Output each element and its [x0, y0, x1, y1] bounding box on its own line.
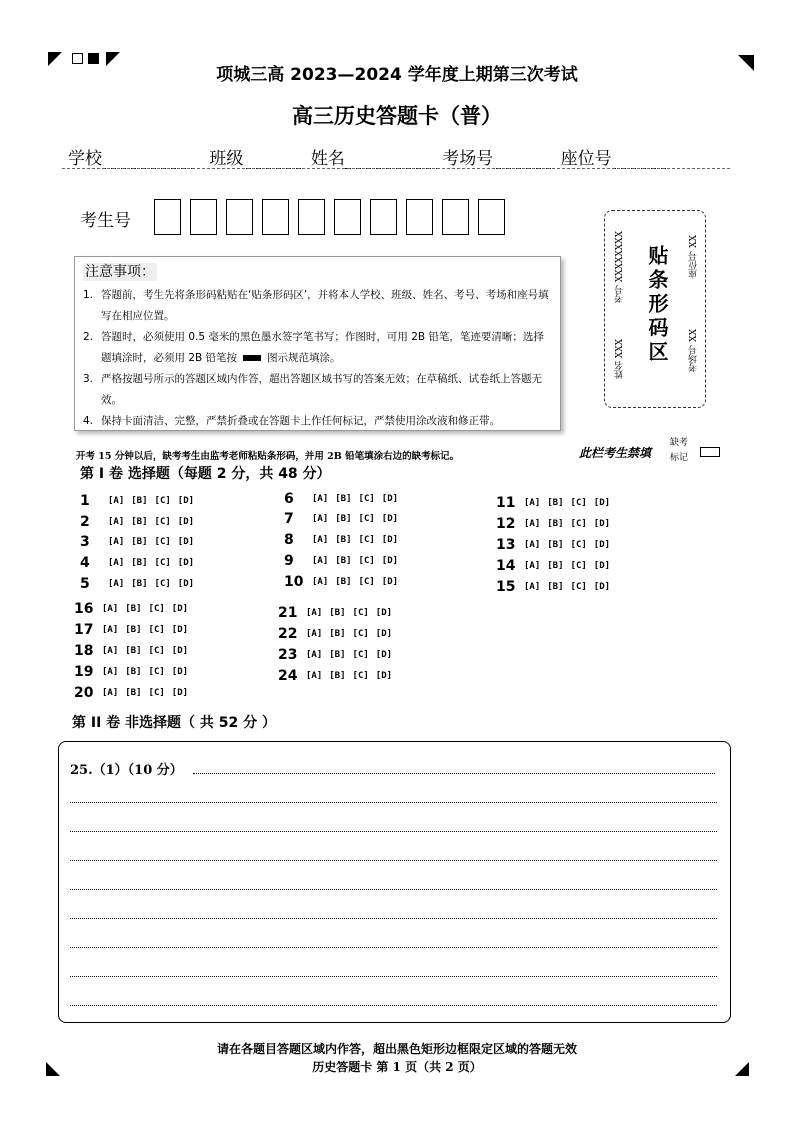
exam-number-box[interactable] [190, 199, 217, 235]
option-bubble[interactable]: [C] [352, 650, 369, 660]
option-bubble[interactable]: [A] [102, 646, 119, 656]
choice-question-row [278, 603, 399, 623]
option-bubble[interactable]: [B] [547, 498, 564, 508]
option-bubble[interactable]: [B] [329, 650, 346, 660]
option-bubble[interactable]: [B] [547, 540, 564, 550]
option-bubble[interactable]: [A] [306, 608, 323, 618]
exam-number-box[interactable] [298, 199, 325, 235]
option-bubble[interactable]: [A] [312, 556, 329, 566]
option-bubble[interactable]: [D] [375, 629, 393, 639]
option-bubble[interactable]: [C] [570, 582, 587, 592]
exam-number-box[interactable] [478, 199, 505, 235]
filled-bubble-icon [243, 355, 261, 361]
option-bubble[interactable]: [A] [312, 514, 329, 524]
option-bubble[interactable]: [A] [312, 535, 329, 545]
answer-line[interactable] [70, 860, 717, 861]
option-bubble[interactable]: [D] [593, 498, 611, 508]
answer-line[interactable] [70, 802, 717, 803]
option-bubble[interactable]: [D] [381, 514, 399, 524]
choice-question-row [496, 577, 617, 597]
footer-warning: 请在各题目答题区域内作答，超出黑色矩形边框限定区域的答题无效 [216, 1042, 577, 1056]
absence-instruction: 开考 15 分钟以后，缺考考生由监考老师粘贴条形码，并用 2B 铅笔填涂右边的缺考标记。 [76, 451, 460, 462]
question-number: 12 [496, 516, 516, 532]
option-bubble[interactable]: [B] [125, 688, 142, 698]
student-info-row [68, 144, 668, 169]
option-bubble[interactable]: [B] [547, 519, 564, 529]
school-field[interactable] [102, 151, 194, 169]
question-number: 11 [496, 495, 516, 511]
question-number: 20 [74, 685, 94, 701]
option-bubble[interactable]: [C] [358, 494, 375, 504]
barcode-area[interactable] [604, 210, 706, 408]
question-number: 18 [74, 643, 94, 659]
seat-label: 座位号 [560, 149, 612, 169]
option-bubble[interactable]: [D] [375, 650, 393, 660]
absent-mark-box[interactable] [700, 447, 720, 457]
divider [62, 168, 730, 169]
class-label: 班级 [209, 149, 244, 169]
answer-line[interactable] [70, 889, 717, 890]
choice-question-row [74, 641, 195, 661]
option-bubble[interactable]: [D] [593, 582, 611, 592]
option-bubble[interactable]: [A] [102, 604, 119, 614]
option-bubble[interactable]: [C] [352, 608, 369, 618]
answer-line[interactable] [70, 831, 717, 832]
exam-number-box[interactable] [370, 199, 397, 235]
option-bubble[interactable]: [D] [177, 537, 195, 547]
choice-question-row [496, 493, 617, 513]
notice-heading: 注意事项： [85, 264, 155, 280]
exam-number-box[interactable] [406, 199, 433, 235]
option-bubble[interactable]: [D] [177, 517, 195, 527]
exam-number-box[interactable] [334, 199, 361, 235]
option-bubble[interactable]: [C] [352, 629, 369, 639]
option-bubble[interactable]: [D] [381, 535, 399, 545]
option-bubble[interactable]: [B] [131, 579, 148, 589]
choice-question-row [496, 535, 617, 555]
option-bubble[interactable]: [B] [335, 535, 352, 545]
option-bubble[interactable]: [D] [177, 496, 195, 506]
room-field[interactable] [493, 151, 555, 169]
choice-question-row [80, 532, 201, 552]
barcode-seat: 座位号 XX [689, 235, 699, 278]
room-label: 考场号 [442, 149, 494, 169]
name-label: 姓名 [310, 149, 345, 169]
choice-question-row [278, 624, 399, 644]
question-number: 17 [74, 622, 94, 638]
option-bubble[interactable]: [C] [358, 514, 375, 524]
option-bubble[interactable]: [D] [177, 558, 195, 568]
option-bubble[interactable]: [B] [547, 582, 564, 592]
absent-label: 缺考标记 [670, 438, 689, 463]
option-bubble[interactable]: [B] [131, 496, 148, 506]
option-bubble[interactable]: [B] [547, 561, 564, 571]
option-bubble[interactable]: [B] [335, 577, 352, 587]
option-bubble[interactable]: [B] [125, 604, 142, 614]
choice-question-row [284, 551, 405, 571]
question-number: 23 [278, 647, 298, 663]
option-bubble[interactable]: [C] [148, 604, 165, 614]
option-bubble[interactable]: [B] [125, 667, 142, 677]
option-bubble[interactable]: [D] [171, 625, 189, 635]
exam-number-box[interactable] [154, 199, 181, 235]
seat-field[interactable] [612, 151, 668, 169]
class-field[interactable] [243, 151, 305, 169]
option-bubble[interactable]: [A] [524, 561, 541, 571]
choice-question-row [284, 509, 405, 529]
option-bubble[interactable]: [C] [358, 535, 375, 545]
choice-question-row [74, 662, 195, 682]
question-number: 21 [278, 605, 298, 621]
option-bubble[interactable]: [C] [148, 688, 165, 698]
option-bubble[interactable]: [D] [381, 494, 399, 504]
exam-number-box[interactable] [226, 199, 253, 235]
choice-question-row [278, 666, 399, 686]
option-bubble[interactable]: [C] [154, 517, 171, 527]
question-number: 6 [284, 491, 294, 507]
option-bubble[interactable]: [A] [108, 537, 125, 547]
option-bubble[interactable]: [C] [154, 579, 171, 589]
question-number: 19 [74, 664, 94, 680]
option-bubble[interactable]: [C] [358, 577, 375, 587]
notice-item: 2. 答题时，必须使用 0.5 毫米的黑色墨水签字笔书写；作图时，可用 2B 铅笔，笔迹要清晰；选择题填涂时，必须用 2B 铅笔按 图示规范填涂。 [83, 331, 544, 364]
option-bubble[interactable]: [B] [125, 625, 142, 635]
question-number: 2 [80, 514, 90, 530]
question-number: 14 [496, 558, 516, 574]
exam-number-box[interactable] [262, 199, 289, 235]
option-bubble[interactable]: [C] [154, 496, 171, 506]
notice-item: 3. 严格按题号所示的答题区域内作答，超出答题区域书写的答案无效；在草稿纸、试卷纸上答题无效。 [83, 373, 542, 406]
option-bubble[interactable]: [A] [102, 667, 119, 677]
choice-question-row [496, 514, 617, 534]
question-number: 13 [496, 537, 516, 553]
option-bubble[interactable]: [A] [312, 494, 329, 504]
option-bubble[interactable]: [D] [177, 579, 195, 589]
option-bubble[interactable]: [C] [154, 558, 171, 568]
option-bubble[interactable]: [D] [381, 556, 399, 566]
option-bubble[interactable]: [B] [131, 558, 148, 568]
choice-question-row [284, 572, 405, 592]
barcode-id: 考号 XXXXXXXX [615, 231, 625, 304]
option-bubble[interactable]: [B] [125, 646, 142, 656]
option-bubble[interactable]: [A] [108, 517, 125, 527]
option-bubble[interactable]: [A] [102, 688, 119, 698]
option-bubble[interactable]: [A] [108, 558, 125, 568]
question-number: 3 [80, 534, 90, 550]
option-bubble[interactable]: [A] [524, 540, 541, 550]
notice-panel [74, 256, 561, 431]
question-number: 24 [278, 668, 298, 684]
option-bubble[interactable]: [D] [171, 688, 189, 698]
section2-title: 第 II 卷 非选择题（ 共 52 分 ） [72, 715, 277, 731]
answer-line[interactable] [70, 947, 717, 948]
option-bubble[interactable]: [C] [154, 537, 171, 547]
option-bubble[interactable]: [D] [171, 667, 189, 677]
choice-question-row [74, 599, 195, 619]
question-number: 22 [278, 626, 298, 642]
question-number: 10 [284, 574, 304, 590]
option-bubble[interactable]: [A] [312, 577, 329, 587]
option-bubble[interactable]: [B] [329, 629, 346, 639]
answer-line[interactable] [70, 918, 717, 919]
option-bubble[interactable]: [B] [335, 514, 352, 524]
option-bubble[interactable]: [C] [358, 556, 375, 566]
name-field[interactable] [345, 151, 437, 169]
choice-question-row [80, 553, 201, 573]
option-bubble[interactable]: [D] [593, 519, 611, 529]
option-bubble[interactable]: [B] [131, 537, 148, 547]
answer-line[interactable] [70, 1005, 717, 1006]
choice-question-row [80, 574, 201, 594]
option-bubble[interactable]: [A] [108, 496, 125, 506]
option-bubble[interactable]: [A] [524, 519, 541, 529]
forbid-note: 此栏考生禁填 [579, 446, 652, 460]
option-bubble[interactable]: [D] [171, 646, 189, 656]
question-number: 8 [284, 532, 294, 548]
choice-question-row [74, 620, 195, 640]
question-number: 7 [284, 511, 294, 527]
card-title: 高三历史答题卡（普） [292, 104, 502, 128]
option-bubble[interactable]: [D] [593, 561, 611, 571]
option-bubble[interactable]: [C] [352, 671, 369, 681]
option-bubble[interactable]: [C] [570, 561, 587, 571]
option-bubble[interactable]: [A] [306, 650, 323, 660]
choice-question-row [278, 645, 399, 665]
option-bubble[interactable]: [D] [171, 604, 189, 614]
option-bubble[interactable]: [A] [524, 582, 541, 592]
question-number: 16 [74, 601, 94, 617]
footer-page: 历史答题卡 第 1 页（共 2 页） [312, 1060, 482, 1074]
exam-number-boxes [154, 199, 514, 235]
option-bubble[interactable]: [B] [131, 517, 148, 527]
option-bubble[interactable]: [B] [329, 671, 346, 681]
barcode-room: 考场号 XX [689, 329, 699, 372]
option-bubble[interactable]: [A] [306, 629, 323, 639]
choice-question-row [284, 530, 405, 550]
choice-question-row [80, 512, 201, 532]
option-bubble[interactable]: [C] [570, 540, 587, 550]
exam-number-label: 考生号 [80, 211, 131, 231]
barcode-title: 贴条形码区 [645, 245, 669, 365]
question-25-label: 25.（1）（10 分） [70, 763, 183, 778]
option-bubble[interactable]: [B] [329, 608, 346, 618]
option-bubble[interactable]: [C] [570, 498, 587, 508]
question-number: 4 [80, 555, 90, 571]
school-label: 学校 [68, 149, 102, 169]
question-number: 1 [80, 493, 90, 509]
choice-question-row [284, 489, 405, 509]
answer-line[interactable] [70, 976, 717, 977]
answer-line[interactable] [193, 773, 715, 774]
option-bubble[interactable]: [C] [148, 646, 165, 656]
barcode-name: 姓名 XXX [615, 339, 625, 380]
choice-question-row [496, 556, 617, 576]
option-bubble[interactable]: [A] [108, 579, 125, 589]
notice-item: 1. 答题前，考生先将条形码粘贴在‘贴条形码区’，并将本人学校、班级、姓名、考号、考场和座号填写在相应位置。 [83, 289, 549, 322]
option-bubble[interactable]: [D] [593, 540, 611, 550]
option-bubble[interactable]: [D] [381, 577, 399, 587]
notice-item: 4. 保持卡面清洁、完整，严禁折叠或在答题卡上作任何标记，严禁使用涂改液和修正带。 [83, 415, 500, 427]
exam-number-box[interactable] [442, 199, 469, 235]
question-number: 5 [80, 576, 90, 592]
option-bubble[interactable]: [D] [375, 608, 393, 618]
exam-title: 项城三高 2023—2024 学年度上期第三次考试 [216, 65, 578, 85]
choice-question-row [74, 683, 195, 703]
option-bubble[interactable]: [C] [570, 519, 587, 529]
option-bubble[interactable]: [B] [335, 556, 352, 566]
question-number: 15 [496, 579, 516, 595]
option-bubble[interactable]: [D] [375, 671, 393, 681]
answer-area-25[interactable] [58, 741, 731, 1023]
choice-question-row [80, 491, 201, 511]
option-bubble[interactable]: [B] [335, 494, 352, 504]
question-number: 9 [284, 553, 294, 569]
option-bubble[interactable]: [A] [524, 498, 541, 508]
option-bubble[interactable]: [C] [148, 625, 165, 635]
option-bubble[interactable]: [A] [306, 671, 323, 681]
section1-title: 第 I 卷 选择题（每题 2 分，共 48 分） [80, 466, 331, 482]
option-bubble[interactable]: [C] [148, 667, 165, 677]
option-bubble[interactable]: [A] [102, 625, 119, 635]
